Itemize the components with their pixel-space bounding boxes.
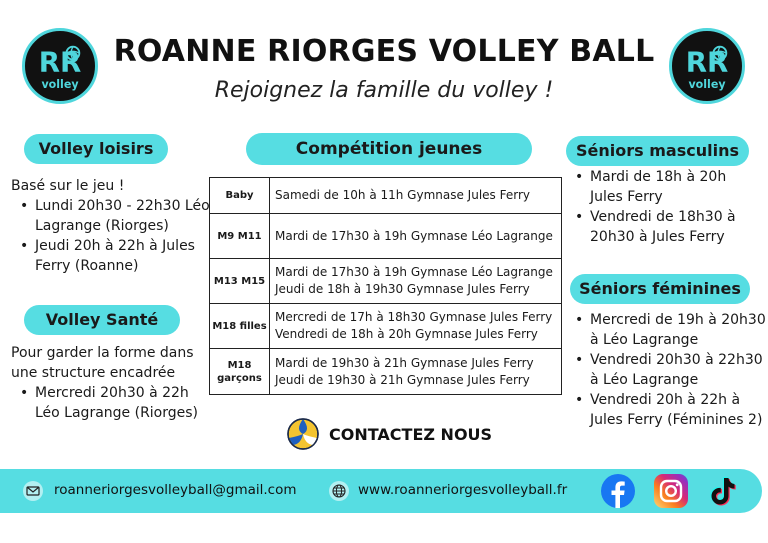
detail-cell [270,214,562,259]
feminines-list [566,310,766,430]
loisirs-list [11,196,211,276]
heading-seniors-masculins: Séniors masculins [566,136,749,166]
list-item: • Vendredi de 18h30 à 20h30 à Jules Ferry [566,207,762,247]
logo-text: volley [688,78,726,92]
detail-cell [270,178,562,214]
table-row [210,349,562,395]
list-item: • Lundi 20h30 - 22h30 Léo Lagrange (Riorges) [11,196,211,236]
footer-email-link[interactable]: roanneriorgesvolleyball@gmail.com [54,482,297,498]
footer-bar [0,469,762,513]
schedule-line: Mercredi de 17h à 18h30 Gymnase Jules Ferry [275,310,553,324]
tiktok-icon [704,474,738,508]
club-logo-left [22,28,98,104]
schedule-line: Mardi de 17h30 à 19h Gymnase Léo Lagrange [275,228,553,243]
list-item: • Mercredi de 19h à 20h30 à Léo Lagrange [566,310,766,350]
feminines-section [566,310,766,430]
detail-cell [270,304,562,349]
schedule-line: Jeudi de 18h à 19h30 Gymnase Jules Ferry [275,282,530,296]
schedule-line: Mardi de 19h30 à 21h Gymnase Jules Ferry [275,355,534,370]
list-item: • Mercredi 20h30 à 22h Léo Lagrange (Riorges) [11,383,211,423]
table-row [210,178,562,214]
page-subtitle: Rejoignez la famille du volley ! [214,78,554,103]
club-logo-right [669,28,745,104]
list-item: • Mardi de 18h à 20h Jules Ferry [566,167,762,207]
volleyball-icon [287,418,319,450]
list-item: • Vendredi 20h à 22h à Jules Ferry (Féminines 2) [566,390,766,430]
sante-list [11,383,211,423]
detail-cell [270,259,562,304]
facebook-link[interactable] [601,474,635,508]
heading-competition-jeunes: Compétition jeunes [246,133,532,165]
category-cell: Baby [210,178,270,214]
table-row [210,304,562,349]
heading-seniors-feminines: Séniors féminines [570,274,750,304]
table-row [210,214,562,259]
schedule-line: Mardi de 17h30 à 19h Gymnase Léo Lagrange [275,265,553,279]
schedule-line: Jeudi de 19h30 à 21h Gymnase Jules Ferry [275,372,530,387]
logo-text: volley [41,78,79,92]
mail-icon [22,480,44,502]
category-cell: M18 garçons [210,349,270,395]
schedule-line: Samedi de 10h à 11h Gymnase Jules Ferry [275,188,530,202]
heading-volley-loisirs: Volley loisirs [24,134,168,164]
list-item: • Vendredi 20h30 à 22h30 à Léo Lagrange [566,350,766,390]
loisirs-intro: Basé sur le jeu ! [11,178,125,194]
page-title: ROANNE RIORGES VOLLEY BALL [113,34,655,69]
loisirs-section [11,176,211,276]
instagram-link[interactable] [654,474,688,508]
category-cell: M9 M11 [210,214,270,259]
globe-icon [328,480,350,502]
facebook-icon [601,474,635,508]
logo-letters: RR [38,45,82,79]
masculins-section [566,167,762,247]
category-cell: M18 filles [210,304,270,349]
schedule-line: Vendredi de 18h à 20h Gymnase Jules Ferry [275,327,538,341]
masculins-list [566,167,762,247]
logo-letters: RR [685,45,729,79]
list-item: • Jeudi 20h à 22h à Jules Ferry (Roanne) [11,236,211,276]
table-row [210,259,562,304]
footer-website-link[interactable]: www.roanneriorgesvolleyball.fr [358,482,568,498]
category-cell: M13 M15 [210,259,270,304]
tiktok-link[interactable] [704,474,738,508]
sante-section [11,343,211,423]
contact-label: CONTACTEZ NOUS [329,424,493,444]
detail-cell [270,349,562,395]
contact-us[interactable] [287,418,492,450]
heading-volley-sante: Volley Santé [24,305,180,335]
schedule-table [209,177,562,395]
sante-intro: Pour garder la forme dans une structure encadrée [11,345,194,381]
instagram-icon [654,474,688,508]
